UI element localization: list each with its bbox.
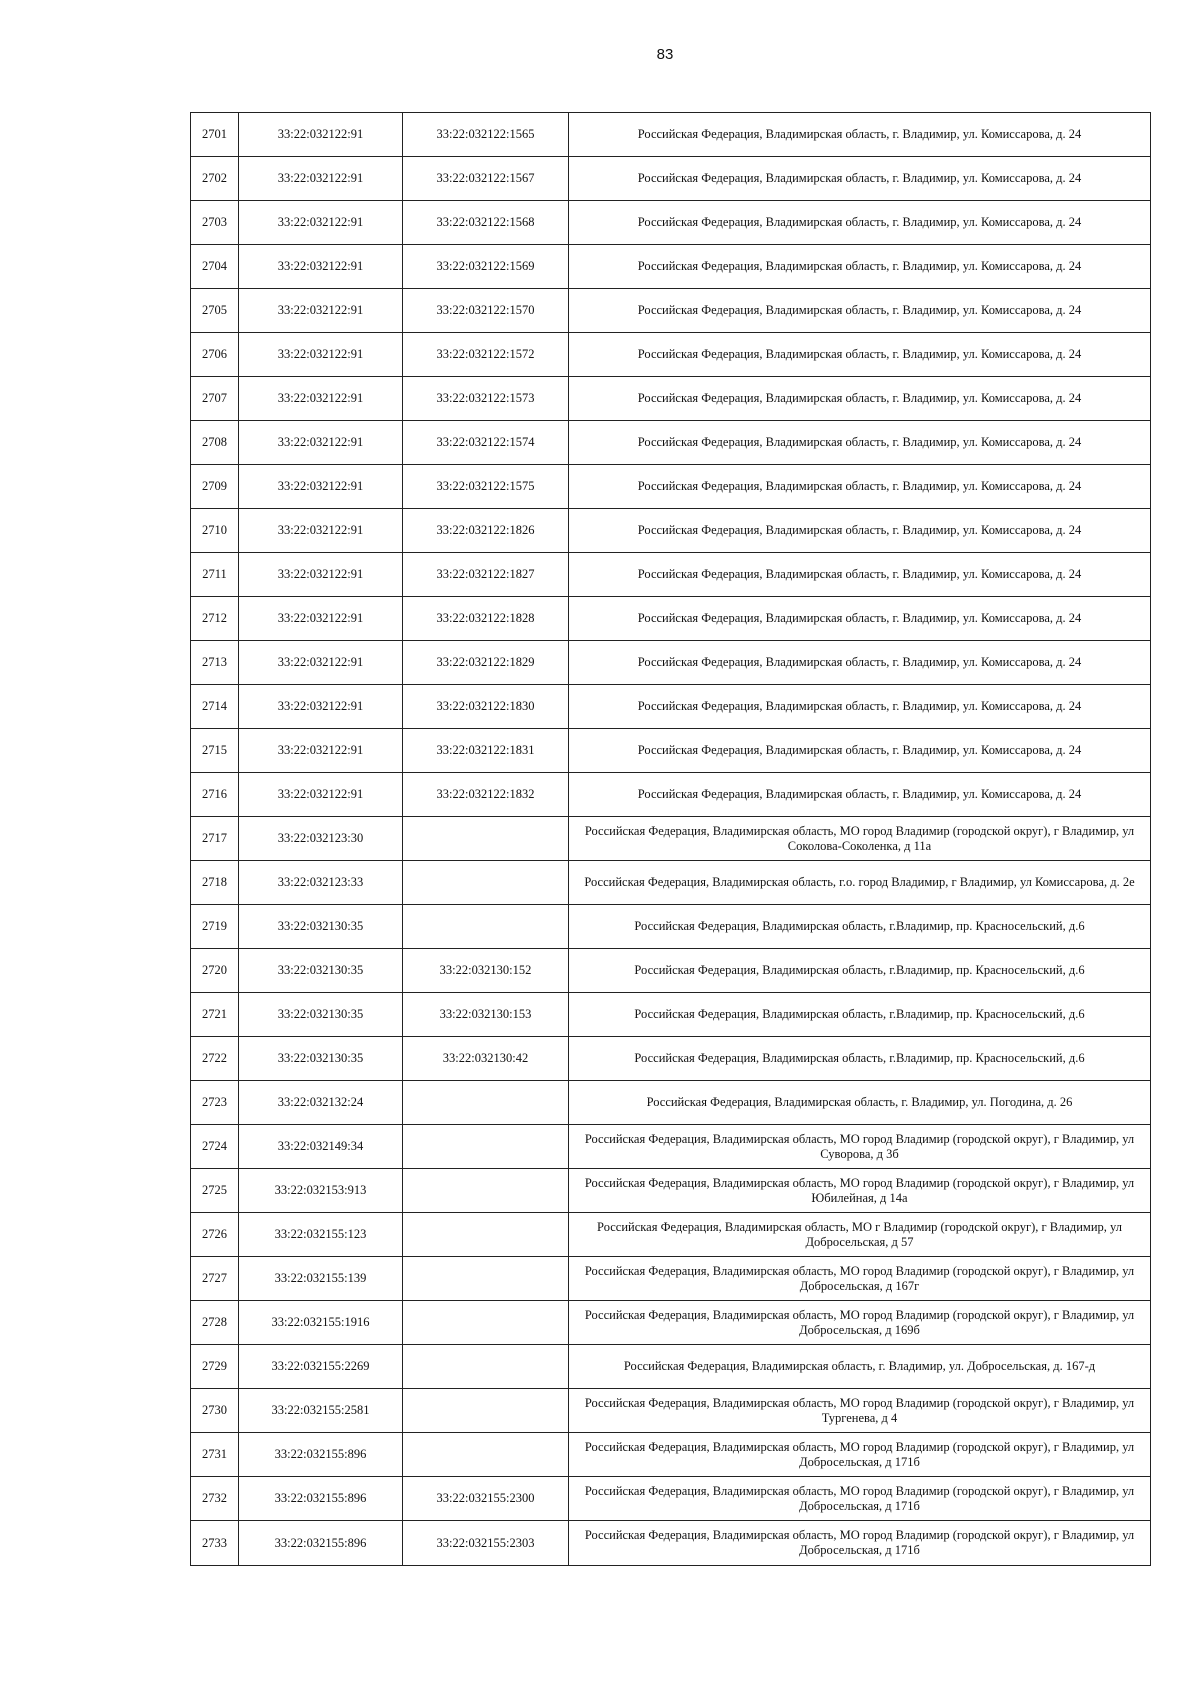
table-row xyxy=(191,1125,1151,1169)
land-plot-number-cell: 33:22:032130:35 xyxy=(239,993,403,1037)
table-row xyxy=(191,641,1151,685)
land-plot-number-cell: 33:22:032155:123 xyxy=(239,1213,403,1257)
building-number-cell xyxy=(403,1389,569,1433)
address-cell: Российская Федерация, Владимирская область, г. Владимир, ул. Комиссарова, д. 24 xyxy=(569,597,1151,641)
table-row xyxy=(191,1037,1151,1081)
row-number-cell: 2733 xyxy=(191,1521,239,1566)
registry-table xyxy=(190,112,1151,1566)
land-plot-number-cell: 33:22:032122:91 xyxy=(239,773,403,817)
row-number-cell: 2724 xyxy=(191,1125,239,1169)
address-cell: Российская Федерация, Владимирская область, г. Владимир, ул. Комиссарова, д. 24 xyxy=(569,157,1151,201)
table-row xyxy=(191,333,1151,377)
land-plot-number-cell: 33:22:032155:896 xyxy=(239,1477,403,1521)
land-plot-number-cell: 33:22:032122:91 xyxy=(239,333,403,377)
table-row xyxy=(191,465,1151,509)
row-number-cell: 2707 xyxy=(191,377,239,421)
row-number-cell: 2704 xyxy=(191,245,239,289)
table-body xyxy=(191,113,1151,1566)
table-row xyxy=(191,1521,1151,1566)
row-number-cell: 2711 xyxy=(191,553,239,597)
land-plot-number-cell: 33:22:032122:91 xyxy=(239,465,403,509)
building-number-cell: 33:22:032122:1831 xyxy=(403,729,569,773)
land-plot-number-cell: 33:22:032155:2581 xyxy=(239,1389,403,1433)
land-plot-number-cell: 33:22:032122:91 xyxy=(239,597,403,641)
land-plot-number-cell: 33:22:032155:1916 xyxy=(239,1301,403,1345)
row-number-cell: 2715 xyxy=(191,729,239,773)
row-number-cell: 2722 xyxy=(191,1037,239,1081)
address-cell: Российская Федерация, Владимирская область, г. Владимир, ул. Комиссарова, д. 24 xyxy=(569,245,1151,289)
address-cell: Российская Федерация, Владимирская область, г.Владимир, пр. Красносельский, д.6 xyxy=(569,993,1151,1037)
building-number-cell xyxy=(403,1301,569,1345)
land-plot-number-cell: 33:22:032132:24 xyxy=(239,1081,403,1125)
land-plot-number-cell: 33:22:032122:91 xyxy=(239,289,403,333)
address-cell: Российская Федерация, Владимирская область, МО город Владимир (городской округ), г Владимир, ул Тургенева, д 4 xyxy=(569,1389,1151,1433)
land-plot-number-cell: 33:22:032153:913 xyxy=(239,1169,403,1213)
row-number-cell: 2709 xyxy=(191,465,239,509)
table-row xyxy=(191,113,1151,157)
building-number-cell: 33:22:032122:1570 xyxy=(403,289,569,333)
address-cell: Российская Федерация, Владимирская область, г. Владимир, ул. Комиссарова, д. 24 xyxy=(569,289,1151,333)
address-cell: Российская Федерация, Владимирская область, МО г Владимир (городской округ), г Владимир, ул Добросельская, д 57 xyxy=(569,1213,1151,1257)
land-plot-number-cell: 33:22:032155:896 xyxy=(239,1433,403,1477)
building-number-cell: 33:22:032122:1574 xyxy=(403,421,569,465)
address-cell: Российская Федерация, Владимирская область, г. Владимир, ул. Комиссарова, д. 24 xyxy=(569,509,1151,553)
land-plot-number-cell: 33:22:032122:91 xyxy=(239,113,403,157)
address-cell: Российская Федерация, Владимирская область, г. Владимир, ул. Добросельская, д. 167-д xyxy=(569,1345,1151,1389)
land-plot-number-cell: 33:22:032130:35 xyxy=(239,905,403,949)
address-cell: Российская Федерация, Владимирская область, г. Владимир, ул. Комиссарова, д. 24 xyxy=(569,641,1151,685)
row-number-cell: 2701 xyxy=(191,113,239,157)
land-plot-number-cell: 33:22:032122:91 xyxy=(239,553,403,597)
building-number-cell xyxy=(403,905,569,949)
address-cell: Российская Федерация, Владимирская область, г. Владимир, ул. Комиссарова, д. 24 xyxy=(569,773,1151,817)
building-number-cell xyxy=(403,1345,569,1389)
table-row xyxy=(191,949,1151,993)
building-number-cell xyxy=(403,1169,569,1213)
address-cell: Российская Федерация, Владимирская область, г.о. город Владимир, г Владимир, ул Комиссарова, д. 2е xyxy=(569,861,1151,905)
building-number-cell: 33:22:032122:1575 xyxy=(403,465,569,509)
building-number-cell xyxy=(403,861,569,905)
row-number-cell: 2723 xyxy=(191,1081,239,1125)
table-row xyxy=(191,861,1151,905)
row-number-cell: 2721 xyxy=(191,993,239,1037)
row-number-cell: 2727 xyxy=(191,1257,239,1301)
building-number-cell: 33:22:032122:1567 xyxy=(403,157,569,201)
table-row xyxy=(191,597,1151,641)
row-number-cell: 2732 xyxy=(191,1477,239,1521)
address-cell: Российская Федерация, Владимирская область, г. Владимир, ул. Комиссарова, д. 24 xyxy=(569,553,1151,597)
building-number-cell: 33:22:032122:1573 xyxy=(403,377,569,421)
row-number-cell: 2706 xyxy=(191,333,239,377)
building-number-cell: 33:22:032122:1829 xyxy=(403,641,569,685)
building-number-cell: 33:22:032122:1830 xyxy=(403,685,569,729)
row-number-cell: 2720 xyxy=(191,949,239,993)
row-number-cell: 2726 xyxy=(191,1213,239,1257)
table-row xyxy=(191,1433,1151,1477)
land-plot-number-cell: 33:22:032122:91 xyxy=(239,201,403,245)
land-plot-number-cell: 33:22:032122:91 xyxy=(239,377,403,421)
row-number-cell: 2729 xyxy=(191,1345,239,1389)
address-cell: Российская Федерация, Владимирская область, г. Владимир, ул. Комиссарова, д. 24 xyxy=(569,465,1151,509)
land-plot-number-cell: 33:22:032122:91 xyxy=(239,729,403,773)
row-number-cell: 2716 xyxy=(191,773,239,817)
land-plot-number-cell: 33:22:032122:91 xyxy=(239,685,403,729)
table-row xyxy=(191,1081,1151,1125)
address-cell: Российская Федерация, Владимирская область, г. Владимир, ул. Комиссарова, д. 24 xyxy=(569,685,1151,729)
table-row xyxy=(191,157,1151,201)
address-cell: Российская Федерация, Владимирская область, МО город Владимир (городской округ), г Владимир, ул Суворова, д 3б xyxy=(569,1125,1151,1169)
table-row xyxy=(191,1301,1151,1345)
table-row xyxy=(191,817,1151,861)
table-row xyxy=(191,1477,1151,1521)
building-number-cell: 33:22:032122:1828 xyxy=(403,597,569,641)
row-number-cell: 2730 xyxy=(191,1389,239,1433)
row-number-cell: 2725 xyxy=(191,1169,239,1213)
address-cell: Российская Федерация, Владимирская область, МО город Владимир (городской округ), г Владимир, ул Юбилейная, д 14а xyxy=(569,1169,1151,1213)
building-number-cell xyxy=(403,1081,569,1125)
row-number-cell: 2719 xyxy=(191,905,239,949)
land-plot-number-cell: 33:22:032130:35 xyxy=(239,1037,403,1081)
row-number-cell: 2731 xyxy=(191,1433,239,1477)
table-row xyxy=(191,553,1151,597)
table-row xyxy=(191,1257,1151,1301)
page-number: 83 xyxy=(656,46,674,63)
land-plot-number-cell: 33:22:032122:91 xyxy=(239,641,403,685)
building-number-cell: 33:22:032122:1565 xyxy=(403,113,569,157)
address-cell: Российская Федерация, Владимирская область, г. Владимир, ул. Комиссарова, д. 24 xyxy=(569,113,1151,157)
row-number-cell: 2717 xyxy=(191,817,239,861)
row-number-cell: 2714 xyxy=(191,685,239,729)
table-row xyxy=(191,509,1151,553)
land-plot-number-cell: 33:22:032122:91 xyxy=(239,421,403,465)
row-number-cell: 2703 xyxy=(191,201,239,245)
address-cell: Российская Федерация, Владимирская область, г.Владимир, пр. Красносельский, д.6 xyxy=(569,1037,1151,1081)
address-cell: Российская Федерация, Владимирская область, г. Владимир, ул. Комиссарова, д. 24 xyxy=(569,729,1151,773)
table-row xyxy=(191,201,1151,245)
address-cell: Российская Федерация, Владимирская область, г. Владимир, ул. Комиссарова, д. 24 xyxy=(569,201,1151,245)
land-plot-number-cell: 33:22:032155:139 xyxy=(239,1257,403,1301)
row-number-cell: 2713 xyxy=(191,641,239,685)
table-row xyxy=(191,685,1151,729)
address-cell: Российская Федерация, Владимирская область, МО город Владимир (городской округ), г Владимир, ул Соколова-Соколенка, д 11а xyxy=(569,817,1151,861)
table-row xyxy=(191,993,1151,1037)
address-cell: Российская Федерация, Владимирская область, г. Владимир, ул. Комиссарова, д. 24 xyxy=(569,377,1151,421)
table-row xyxy=(191,773,1151,817)
table-row xyxy=(191,905,1151,949)
building-number-cell xyxy=(403,1213,569,1257)
table-row xyxy=(191,421,1151,465)
table-row xyxy=(191,245,1151,289)
land-plot-number-cell: 33:22:032155:2269 xyxy=(239,1345,403,1389)
building-number-cell: 33:22:032130:152 xyxy=(403,949,569,993)
row-number-cell: 2718 xyxy=(191,861,239,905)
table-row xyxy=(191,1345,1151,1389)
address-cell: Российская Федерация, Владимирская область, г. Владимир, ул. Погодина, д. 26 xyxy=(569,1081,1151,1125)
address-cell: Российская Федерация, Владимирская область, МО город Владимир (городской округ), г Владимир, ул Добросельская, д 171б xyxy=(569,1521,1151,1566)
address-cell: Российская Федерация, Владимирская область, г. Владимир, ул. Комиссарова, д. 24 xyxy=(569,333,1151,377)
address-cell: Российская Федерация, Владимирская область, МО город Владимир (городской округ), г Владимир, ул Добросельская, д 169б xyxy=(569,1301,1151,1345)
building-number-cell: 33:22:032122:1568 xyxy=(403,201,569,245)
table-row xyxy=(191,377,1151,421)
land-plot-number-cell: 33:22:032130:35 xyxy=(239,949,403,993)
table-row xyxy=(191,1389,1151,1433)
building-number-cell: 33:22:032122:1826 xyxy=(403,509,569,553)
building-number-cell: 33:22:032130:153 xyxy=(403,993,569,1037)
address-cell: Российская Федерация, Владимирская область, г. Владимир, ул. Комиссарова, д. 24 xyxy=(569,421,1151,465)
row-number-cell: 2728 xyxy=(191,1301,239,1345)
building-number-cell: 33:22:032155:2300 xyxy=(403,1477,569,1521)
land-plot-number-cell: 33:22:032149:34 xyxy=(239,1125,403,1169)
land-plot-number-cell: 33:22:032122:91 xyxy=(239,245,403,289)
building-number-cell: 33:22:032122:1827 xyxy=(403,553,569,597)
building-number-cell xyxy=(403,817,569,861)
table-row xyxy=(191,729,1151,773)
row-number-cell: 2702 xyxy=(191,157,239,201)
table-row xyxy=(191,1213,1151,1257)
building-number-cell xyxy=(403,1257,569,1301)
row-number-cell: 2705 xyxy=(191,289,239,333)
land-plot-number-cell: 33:22:032123:30 xyxy=(239,817,403,861)
land-plot-number-cell: 33:22:032122:91 xyxy=(239,157,403,201)
land-plot-number-cell: 33:22:032122:91 xyxy=(239,509,403,553)
land-plot-number-cell: 33:22:032155:896 xyxy=(239,1521,403,1566)
row-number-cell: 2708 xyxy=(191,421,239,465)
address-cell: Российская Федерация, Владимирская область, г.Владимир, пр. Красносельский, д.6 xyxy=(569,905,1151,949)
building-number-cell: 33:22:032130:42 xyxy=(403,1037,569,1081)
address-cell: Российская Федерация, Владимирская область, МО город Владимир (городской округ), г Владимир, ул Добросельская, д 171б xyxy=(569,1433,1151,1477)
table-row xyxy=(191,1169,1151,1213)
building-number-cell xyxy=(403,1433,569,1477)
building-number-cell: 33:22:032155:2303 xyxy=(403,1521,569,1566)
row-number-cell: 2712 xyxy=(191,597,239,641)
table-row xyxy=(191,289,1151,333)
building-number-cell xyxy=(403,1125,569,1169)
land-plot-number-cell: 33:22:032123:33 xyxy=(239,861,403,905)
row-number-cell: 2710 xyxy=(191,509,239,553)
address-cell: Российская Федерация, Владимирская область, г.Владимир, пр. Красносельский, д.6 xyxy=(569,949,1151,993)
address-cell: Российская Федерация, Владимирская область, МО город Владимир (городской округ), г Владимир, ул Добросельская, д 171б xyxy=(569,1477,1151,1521)
building-number-cell: 33:22:032122:1572 xyxy=(403,333,569,377)
address-cell: Российская Федерация, Владимирская область, МО город Владимир (городской округ), г Владимир, ул Добросельская, д 167г xyxy=(569,1257,1151,1301)
building-number-cell: 33:22:032122:1569 xyxy=(403,245,569,289)
building-number-cell: 33:22:032122:1832 xyxy=(403,773,569,817)
